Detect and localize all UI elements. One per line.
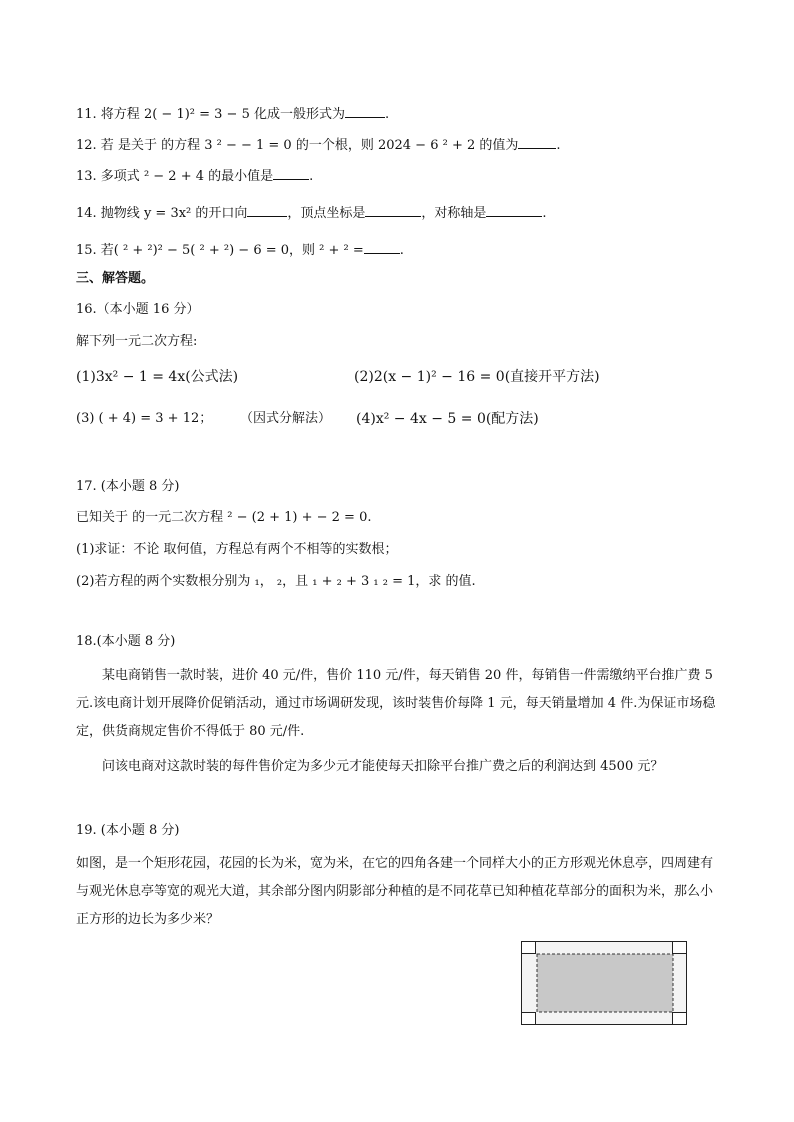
question-18-question: 问该电商对这款时装的每件售价定为多少元才能使每天扣除平台推广费之后的利润达到 4500 元？ — [102, 759, 664, 774]
corner-square-bottom-left — [522, 1013, 536, 1025]
answer-blank — [365, 203, 421, 217]
period: . — [556, 138, 561, 153]
question-15-text: 15. 若( ² + ²)² − 5( ² + ²) − 6 = 0，则 ² + ² = — [76, 243, 364, 258]
question-15 — [76, 240, 404, 260]
answer-blank — [247, 203, 287, 217]
question-11 — [76, 104, 389, 124]
question-11-text: 11. 将方程 2( − 1)² = 3 − 5 化成一般形式为 — [76, 107, 345, 122]
answer-blank — [518, 135, 556, 149]
question-17-part-1: (1)求证：不论 取何值，方程总有两个不相等的实数根； — [76, 542, 398, 557]
question-12-text: 12. 若 是关于 的方程 3 ² − − 1 = 0 的一个根，则 2024 − 6 ² + 2 的值为 — [76, 138, 519, 153]
question-18-body: 某电商销售一款时装，进价 40 元/件，售价 110 元/件，每天销售 20 件，每销售一件需缴纳平台推广费 5 元.该电商计划开展降价促销活动，通过市场调研发现，该时装售价每降 1 元，每天销量增加 4 件.为保证市场稳定，供货商规定售价不得低于 80 元/件. — [76, 668, 716, 739]
question-16-instruction: 解下列一元二次方程: — [76, 334, 198, 349]
question-16-item-3-method: （因式分解法） — [240, 411, 332, 426]
answer-blank — [364, 240, 400, 254]
period: . — [542, 206, 547, 221]
question-17-header: 17. (本小题 8 分) — [76, 479, 180, 494]
corner-square-top-left — [522, 942, 536, 954]
question-18-header: 18.(本小题 8 分) — [76, 634, 176, 649]
section-title: 三、解答题。 — [76, 271, 155, 286]
answer-blank — [273, 166, 309, 180]
question-16-header: 16.（本小题 16 分） — [76, 302, 200, 317]
period: . — [309, 169, 314, 184]
question-14 — [76, 203, 547, 223]
question-14-part1: 14. 抛物线 y = 3x² 的开口向 — [76, 206, 248, 221]
question-16-item-1: (1)3x² − 1 = 4x(公式法) — [76, 369, 239, 385]
question-14-part2: ，顶点坐标是 — [287, 206, 366, 221]
question-16-item-4: (4)x² − 4x − 5 = 0(配方法) — [356, 411, 539, 427]
garden-figure — [521, 941, 687, 1025]
corner-square-bottom-right — [673, 1013, 687, 1025]
period: . — [384, 107, 390, 122]
question-19-body: 如图，是一个矩形花园，花园的长为米，宽为米，在它的四角各建一个同样大小的正方形观光休息亭，四周建有与观光休息亭等宽的观光大道，其余部分图内阴影部分种植的是不同花草已知种植花草部分的面积为米，那么小正方形的边长为多少米？ — [76, 856, 714, 927]
question-17-intro: 已知关于 的一元二次方程 ² − (2 + 1) + − 2 = 0. — [76, 510, 372, 525]
question-19-header: 19. (本小题 8 分) — [76, 823, 180, 838]
question-13 — [76, 166, 313, 186]
period: . — [399, 243, 404, 258]
question-17-part-2: (2)若方程的两个实数根分别为 ₁， ₂，且 ₁ + ₂ + 3 ₁ ₂ = 1，求 的值. — [76, 574, 476, 589]
corner-square-top-right — [673, 942, 687, 954]
question-12 — [76, 135, 561, 155]
planted-area — [537, 954, 673, 1012]
answer-blank — [345, 104, 385, 118]
question-16-item-2: (2)2(x − 1)² − 16 = 0(直接开平方法) — [354, 369, 600, 385]
question-16-item-3: (3) ( + 4) = 3 + 12； — [76, 411, 213, 426]
question-13-text: 13. 多项式 ² − 2 + 4 的最小值是 — [76, 169, 274, 184]
question-14-part3: ，对称轴是 — [421, 206, 487, 221]
answer-blank — [486, 203, 542, 217]
